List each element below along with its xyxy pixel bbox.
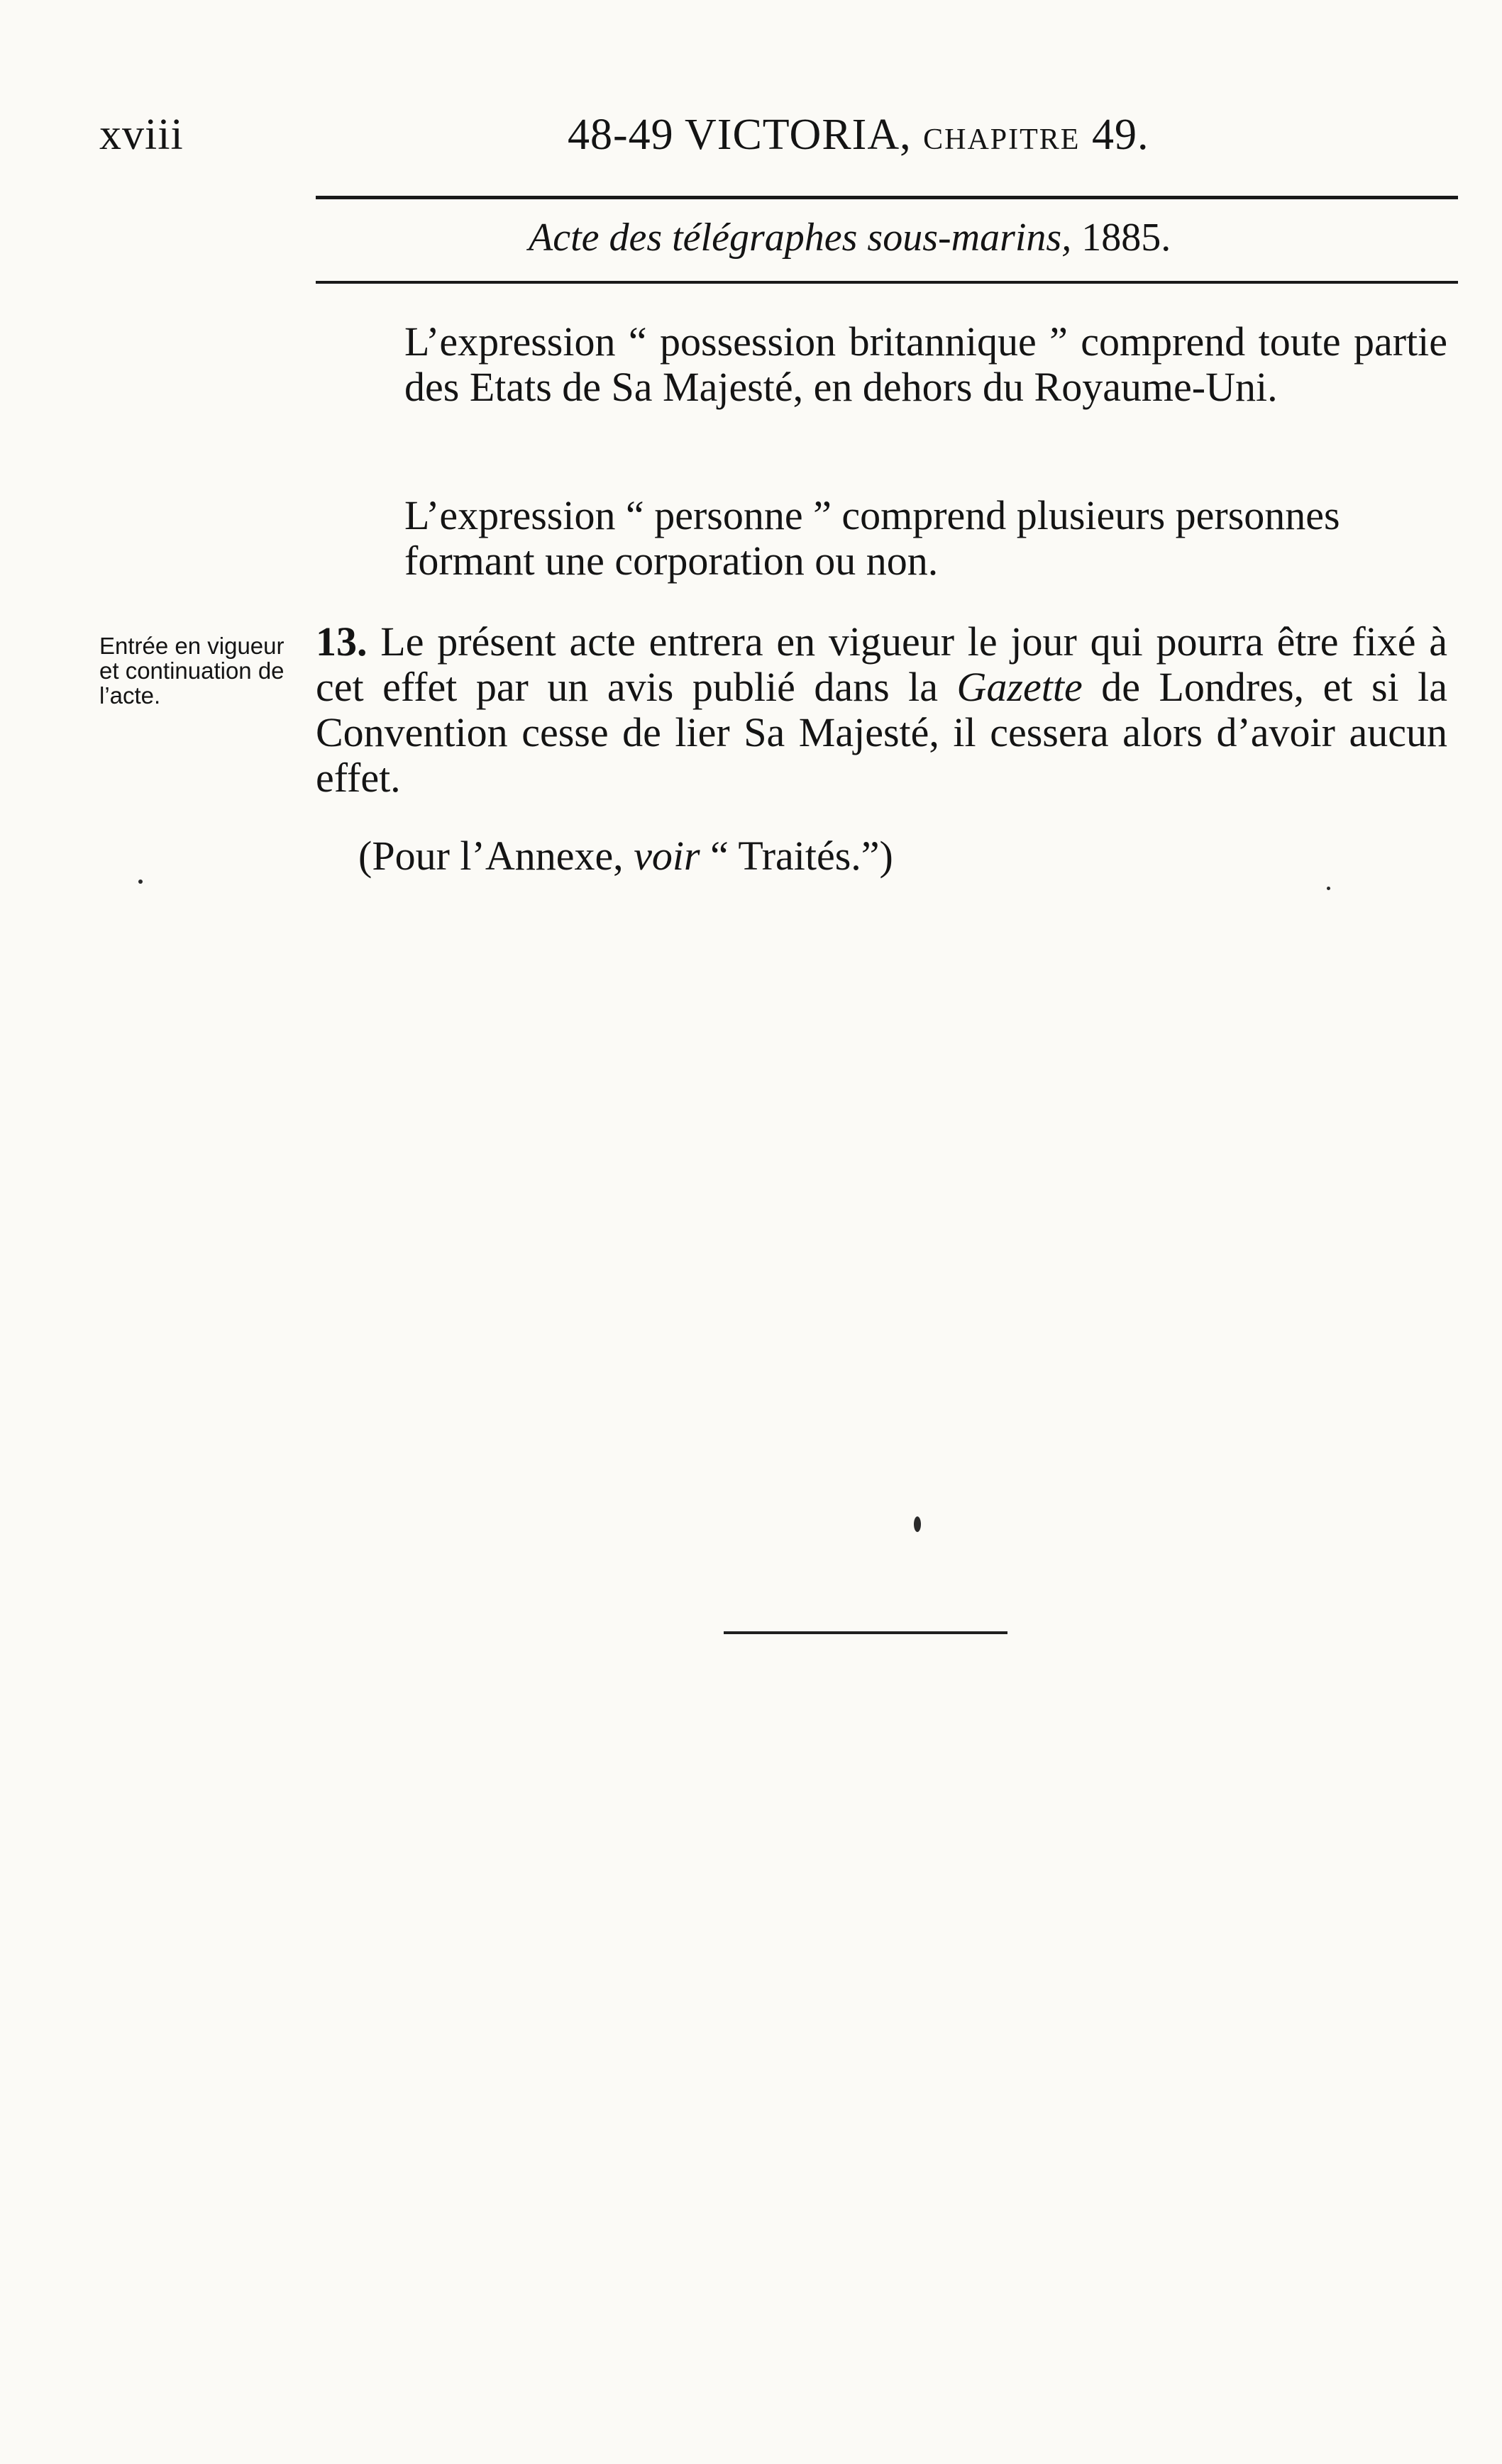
definition-paragraph-personne: L’expression “ personne ” comprend plusieurs personnes formant une corporation ou non. (404, 492, 1340, 584)
act-title-text: Acte des télégraphes sous-marins, (529, 216, 1072, 260)
annex-voir: voir (634, 833, 700, 879)
act-year: 1885. (1081, 216, 1171, 260)
ink-speck (138, 879, 143, 884)
section-text: Le présent acte entrera en vigueur le jour qui pourra être fixé à cet effet par un avis publié dans la (316, 618, 1448, 710)
annex-reference (358, 833, 1281, 879)
margin-note: Entrée en vigueur et continuation de l’acte. (99, 633, 285, 709)
ink-speck (1327, 887, 1330, 890)
page-number: xviii (99, 111, 184, 159)
definition-paragraph-possession: L’expression “ possession britannique ” comprend toute partie des Etats de Sa Majesté, en dehors du Royaume-Uni. (404, 318, 1447, 410)
section-text-continued: de Londres, et si la Convention cesse de lier Sa Majesté, il cessera alors d’avoir aucun effet. (316, 664, 1447, 801)
chapter-label: CHAPITRE (923, 123, 1081, 156)
footer-rule (724, 1631, 1007, 1634)
header-rule-bottom (316, 281, 1458, 284)
annex-close: “ Traités.”) (710, 833, 893, 879)
running-head (568, 110, 1149, 160)
running-title: 48-49 VICTORIA, (568, 111, 912, 159)
section-number: 13. (316, 618, 368, 665)
ink-speck (914, 1516, 921, 1532)
gazette-italic: Gazette (956, 664, 1083, 710)
header-rule-top (316, 196, 1458, 199)
act-title (529, 215, 1171, 260)
chapter-number: 49. (1091, 111, 1149, 159)
section-13 (316, 619, 1447, 801)
annex-open: (Pour l’Annexe, (358, 833, 624, 879)
